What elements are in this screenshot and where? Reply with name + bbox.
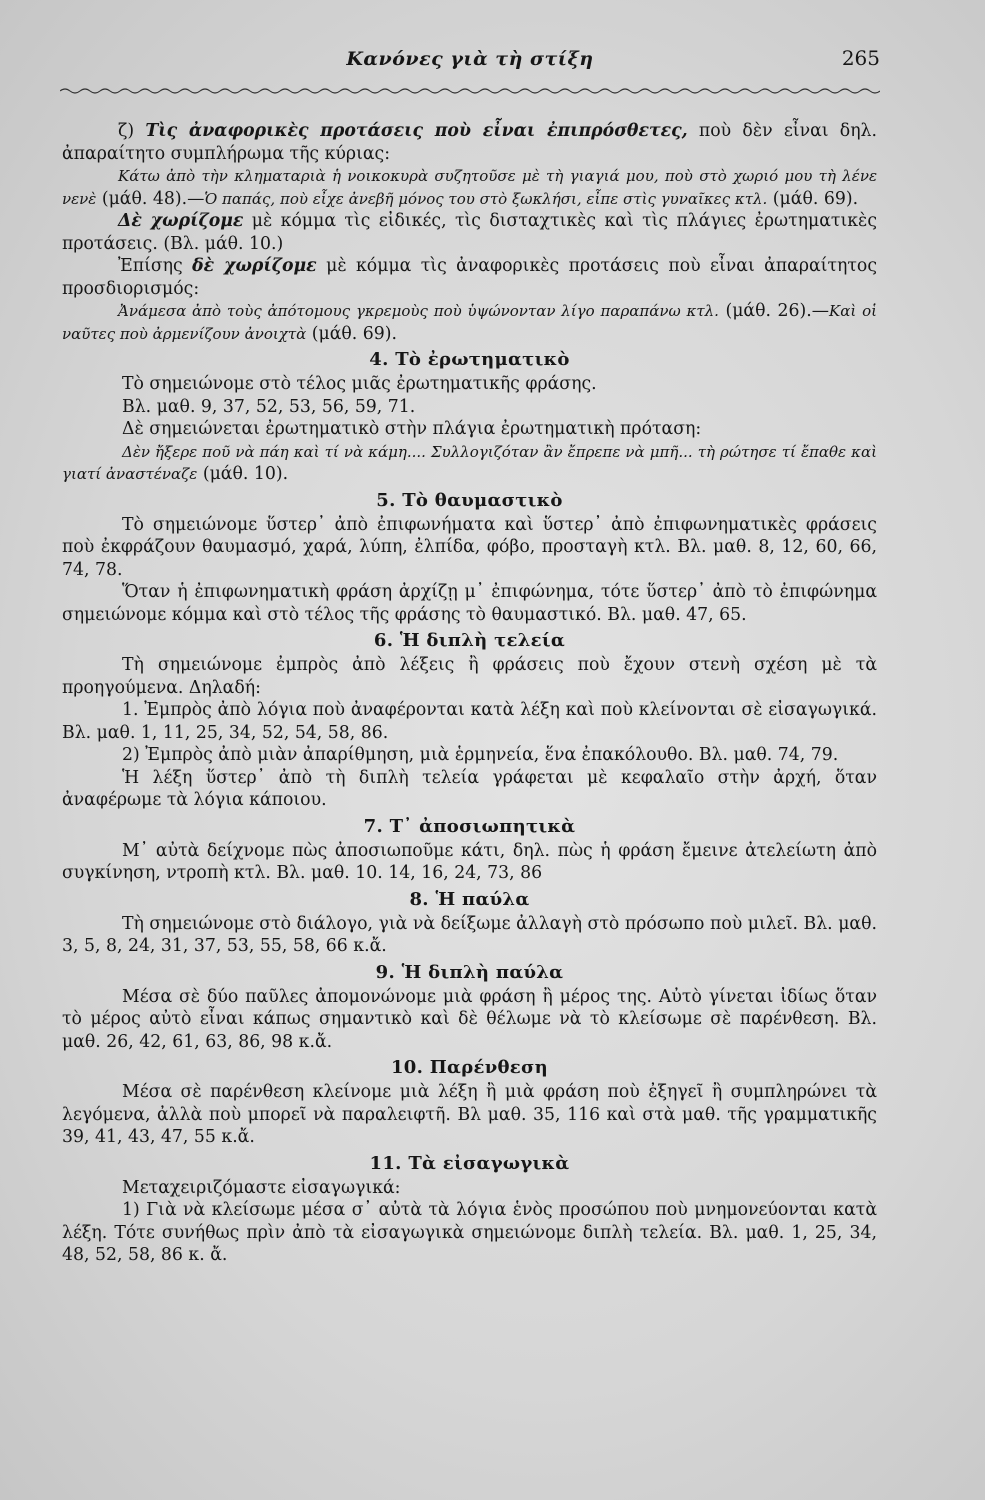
page-header	[60, 44, 880, 84]
bold-phrase: Δὲ χωρίζομε	[118, 211, 244, 231]
lesson-ref: (μάθ. 10).	[197, 464, 289, 484]
item-label: ζ)	[118, 121, 135, 141]
intro-paragraph-3: Δὲ χωρίζομε μὲ κόμμα τὶς εἰδικές, τὶς δισταχτικὲς καὶ τὶς πλάγιες ἐρωτηματικὲς προτάσεις. (Βλ. μάθ. 10.)	[62, 211, 877, 254]
paragraph: Μέσα σὲ παρένθεση κλείνομε μιὰ λέξη ἢ μιὰ φράση ποὺ ἐξηγεῖ ἢ συμπληρώνει τὰ λεγόμενα, ἀλλὰ ποὺ μπορεῖ νὰ παραλειφτῆ. Βλ μαθ. 35, 116 καὶ στὰ μαθ. τῆς γραμματικῆς 39, 41, 43, 47, 55 κ.ἄ.	[62, 1082, 877, 1147]
paragraph: 1. Ἐμπρὸς ἀπὸ λόγια ποὺ ἀναφέρονται κατὰ λέξη καὶ ποὺ κλείνονται σὲ εἰσαγωγικά. Βλ. μαθ. 1, 11, 25, 34, 52, 54, 58, 86.	[62, 700, 877, 743]
example-text: Κάτω ἀπὸ τὴν κληματαριὰ ἡ νοικοκυρὰ συζητοῦσε μὲ τὴ γιαγιά μου, ποὺ στὸ χωριό μου τὴ λένε νενὲ	[62, 167, 877, 208]
lesson-ref: (μάθ. 26).—	[718, 301, 830, 321]
paragraph: Τὴ σημειώνομε ἐμπρὸς ἀπὸ λέξεις ἢ φράσεις ποὺ ἔχουν στενὴ σχέση μὲ τὰ προηγούμενα. Δηλαδή:	[62, 655, 877, 698]
page-number: 265	[841, 46, 880, 70]
intro-paragraph-4: Ἐπίσης δὲ χωρίζομε μὲ κόμμα τὶς ἀναφορικὲς προτάσεις ποὺ εἶναι ἀπαραίτητος προσδιορισμός:	[62, 256, 878, 299]
example-text: Ἀνάμεσα ἀπὸ τοὺς ἀπότομους γκρεμοὺς ποὺ ὑψώνονταν λίγο παραπάνω κτλ.	[118, 302, 719, 320]
paragraph: Δὲ σημειώνεται ἐρωτηματικὸ στὴν πλάγια ἐρωτηματικὴ πρόταση:	[122, 419, 702, 439]
lesson-ref: (μάθ. 48).—	[96, 188, 205, 209]
section-heading-ellipsis: 7. Τ᾽ ἀποσιωπητικὰ	[363, 815, 576, 837]
section-heading-exclamation: 5. Τὸ θαυμαστικὸ	[376, 489, 563, 511]
paragraph: Μέσα σὲ δύο παῦλες ἀπομονώνομε μιὰ φράση ἢ μέρος της. Αὐτὸ γίνεται ἰδίως ὅταν τὸ μέρος αὐτὸ εἶναι κάπως σημαντικὸ καὶ δὲ θέλωμε νὰ τὸ κλείσωμε σὲ παρένθεση. Βλ. μαθ. 26, 42, 61, 63, 86, 98 κ.ἄ.	[62, 986, 877, 1052]
section-heading-parenthesis: 10. Παρένθεση	[390, 1057, 549, 1078]
example-paragraph	[62, 441, 877, 486]
lesson-ref: (μάθ. 69).	[306, 323, 398, 344]
intro-paragraph-1: ζ) Τὶς ἀναφορικὲς προτάσεις ποὺ εἶναι ἐπιπρόσθετες, ποὺ δὲν εἶναι δηλ. ἀπαραίτητο συμπλήρωμα τῆς κύριας:	[62, 121, 877, 164]
paragraph: Ἡ λέξη ὕστερ᾽ ἀπὸ τὴ διπλὴ τελεία γράφεται μὲ κεφαλαῖο στὴν ἀρχή, ὅταν ἀναφέρωμε τὰ λόγια κάποιου.	[62, 767, 877, 810]
example-text: Δὲν ἤξερε ποῦ νὰ πάη καὶ τί νὰ κάμη.... Συλλογιζόταν ἂν ἔπρεπε νὰ μπῆ... τὴ ρώτησε τί ἔπαθε καὶ γιατί ἀναστέναζε	[62, 442, 877, 483]
section-heading-double-dash: 9. Ἡ διπλὴ παύλα	[375, 961, 564, 983]
paragraph: Ὅταν ἡ ἐπιφωνηματικὴ φράση ἀρχίζῃ μ᾽ ἐπιφώνημα, τότε ὕστερ᾽ ἀπὸ τὸ ἐπιφώνημα σημειώνομε κόμμα καὶ στὸ τέλος τῆς φράσης τὸ θαυμαστικό. Βλ. μαθ. 47, 65.	[62, 582, 877, 625]
body-text	[62, 120, 877, 1267]
running-title: Κανόνες γιὰ τὴ στίξη	[346, 48, 594, 70]
example-text: Καὶ οἱ ναῦτες ποὺ ἀρμενίζουν ἀνοιχτὰ	[62, 302, 877, 343]
paragraph: Τὴ σημειώνομε στὸ διάλογο, γιὰ νὰ δείξωμε ἀλλαγὴ στὸ πρόσωπο ποὺ μιλεῖ. Βλ. μαθ. 3, 5, 8, 24, 31, 37, 53, 55, 58, 66 κ.ἄ.	[62, 913, 877, 956]
example-text: Ὁ παπάς, ποὺ εἶχε ἀνεβῆ μόνος του στὸ ξωκλήσι, εἶπε στὶς γυναῖκες κτλ.	[204, 189, 768, 208]
bold-phrase: δὲ χωρίζομε	[192, 256, 317, 276]
section-heading-colon: 6. Ἡ διπλὴ τελεία	[373, 630, 566, 651]
paragraph: 1) Γιὰ νὰ κλείσωμε μέσα σ᾽ αὐτὰ τὰ λόγια ἑνὸς προσώπου ποὺ μνημονεύονται κατὰ λέξη. Τότε συνήθως πρὶν ἀπὸ τὰ εἰσαγωγικὰ σημειώνομε διπλὴ τελεία. Βλ. μαθ. 1, 25, 34, 48, 52, 58, 86 κ. ἄ.	[62, 1200, 877, 1265]
paragraph: Τὸ σημειώνομε ὕστερ᾽ ἀπὸ ἐπιφωνήματα καὶ ὕστερ᾽ ἀπὸ ἐπιφωνηματικὲς φράσεις ποὺ ἐκφράζουν θαυμασμό, χαρά, λύπη, ἐλπίδα, φόβο, προσταγὴ κτλ. Βλ. μαθ. 8, 12, 60, 66, 74, 78.	[62, 514, 877, 580]
intro-example-1	[62, 165, 877, 210]
section-heading-dash: 8. Ἡ παύλα	[409, 888, 530, 910]
paragraph: Μεταχειριζόμαστε εἰσαγωγικά:	[122, 1177, 401, 1198]
paragraph: Μ᾽ αὐτὰ δείχνομε πὼς ἀποσιωποῦμε κάτι, δηλ. πὼς ἡ φράση ἔμεινε ἀτελείωτη ἀπὸ συγκίνηση, ντροπὴ κτλ. Βλ. μαθ. 10. 14, 16, 24, 73, 86	[62, 840, 877, 883]
section-heading-quotation-marks: 11. Τὰ εἰσαγωγικὰ	[369, 1152, 570, 1174]
section-heading-question-mark: 4. Τὸ ἐρωτηματικὸ	[369, 349, 570, 370]
decorative-wavy-rule	[60, 86, 880, 96]
paragraph: Βλ. μαθ. 9, 37, 52, 53, 56, 59, 71.	[122, 396, 416, 417]
intro-example-2	[62, 300, 877, 345]
lesson-ref: (μάθ. 69).	[767, 188, 859, 209]
bold-phrase: Τὶς ἀναφορικὲς προτάσεις ποὺ εἶναι ἐπιπρόσθετες,	[145, 121, 688, 141]
paragraph: Τὸ σημειώνομε στὸ τέλος μιᾶς ἐρωτηματικῆς φράσης.	[122, 374, 597, 394]
paragraph: 2) Ἐμπρὸς ἀπὸ μιὰν ἀπαρίθμηση, μιὰ ἑρμηνεία, ἕνα ἐπακόλουθο. Βλ. μαθ. 74, 79.	[122, 745, 839, 765]
